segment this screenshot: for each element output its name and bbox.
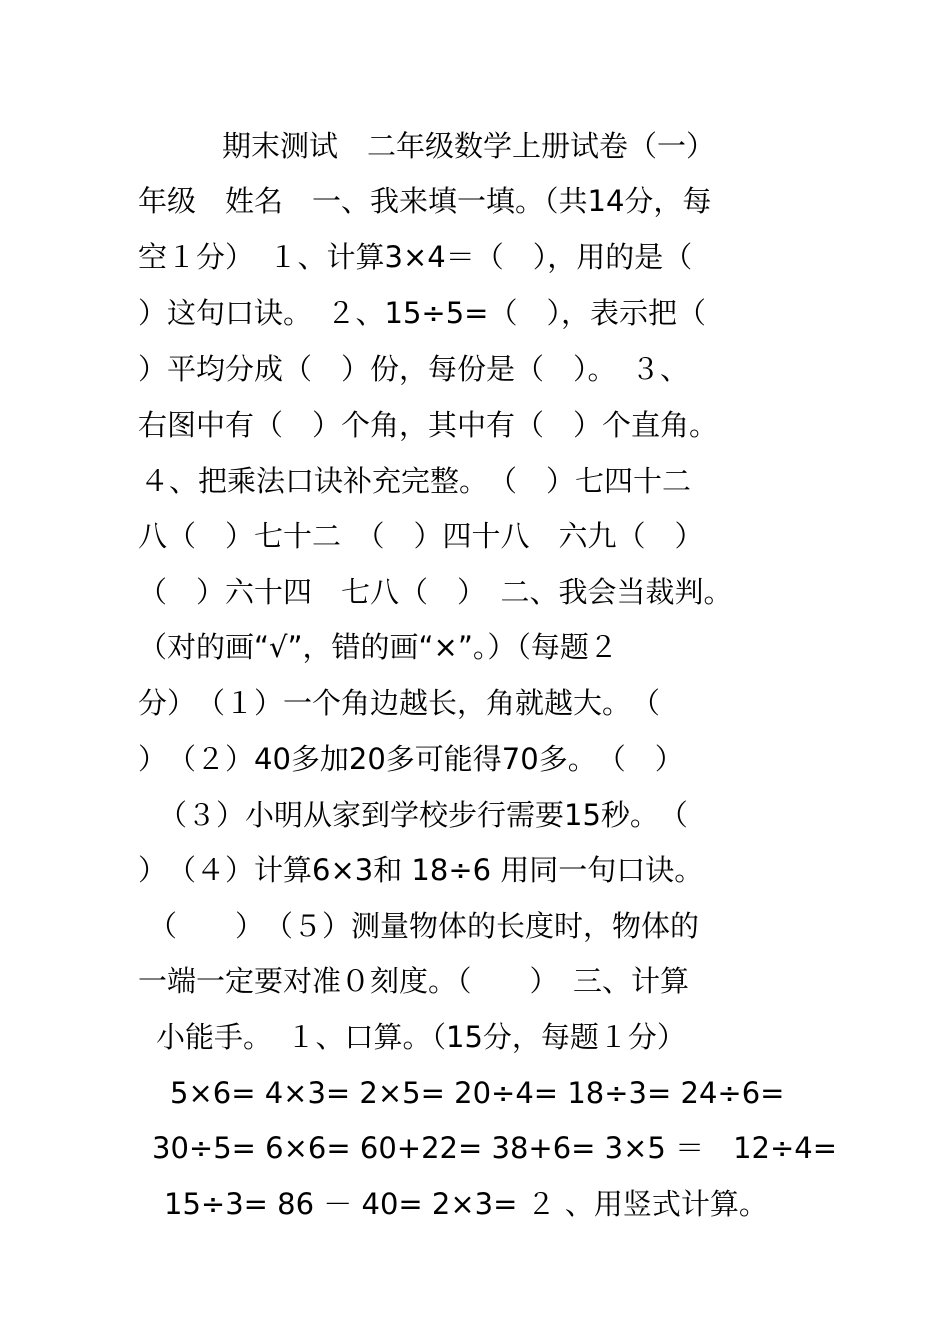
text-line: （对的画“√”，错的画“×”。）（每题２ bbox=[138, 630, 618, 664]
text-line: 小能手。 １、口算。（15分，每题１分） bbox=[156, 1020, 686, 1054]
text-line: 年级 姓名 一、我来填一填。（共14分，每 bbox=[138, 184, 712, 218]
text-line: （ ） （５）测量物体的长度时，物体的 bbox=[148, 909, 700, 943]
text-line: 空１分） １、计算3×4＝（ ），用的是（ bbox=[138, 240, 693, 274]
text-line: 一端一定要对准０刻度。（ ） 三、计算 bbox=[138, 964, 690, 998]
text-line: ） （４）计算6×3和 18÷6 用同一句口诀。 bbox=[138, 853, 704, 887]
exam-title: 期末测试 二年级数学上册试卷（一） bbox=[222, 129, 716, 163]
text-line: 15÷3= 86 － 40= 2×3= ２ 、用竖式计算。 bbox=[164, 1187, 768, 1221]
text-line: 右图中有（ ）个角，其中有（ ）个直角。 bbox=[138, 408, 719, 442]
text-line: 八（ ）七十二 （ ）四十八 六九（ ） bbox=[138, 519, 704, 553]
text-line: （ ）六十四 七八（ ） 二、我会当裁判。 bbox=[138, 575, 733, 609]
text-line: 5×6= 4×3= 2×5= 20÷4= 18÷3= 24÷6= bbox=[170, 1076, 785, 1110]
text-line: ） （２）40多加20多可能得70多。 （ ） bbox=[138, 742, 684, 776]
text-line: 30÷5= 6×6= 60+22= 38+6= 3×5 ＝ 12÷4= bbox=[152, 1131, 838, 1165]
text-line: 分） （１）一个角边越长，角就越大。 （ bbox=[138, 686, 661, 720]
text-line: ４、把乘法口诀补充完整。 （ ）七四十二 bbox=[140, 464, 692, 498]
text-line: （３）小明从家到学校步行需要15秒。 （ bbox=[158, 798, 688, 832]
text-line: ）这句口诀。 ２、15÷5=（ ），表示把（ bbox=[138, 296, 706, 330]
text-line: ）平均分成（ ）份，每份是（ ）。 ３、 bbox=[138, 352, 690, 386]
